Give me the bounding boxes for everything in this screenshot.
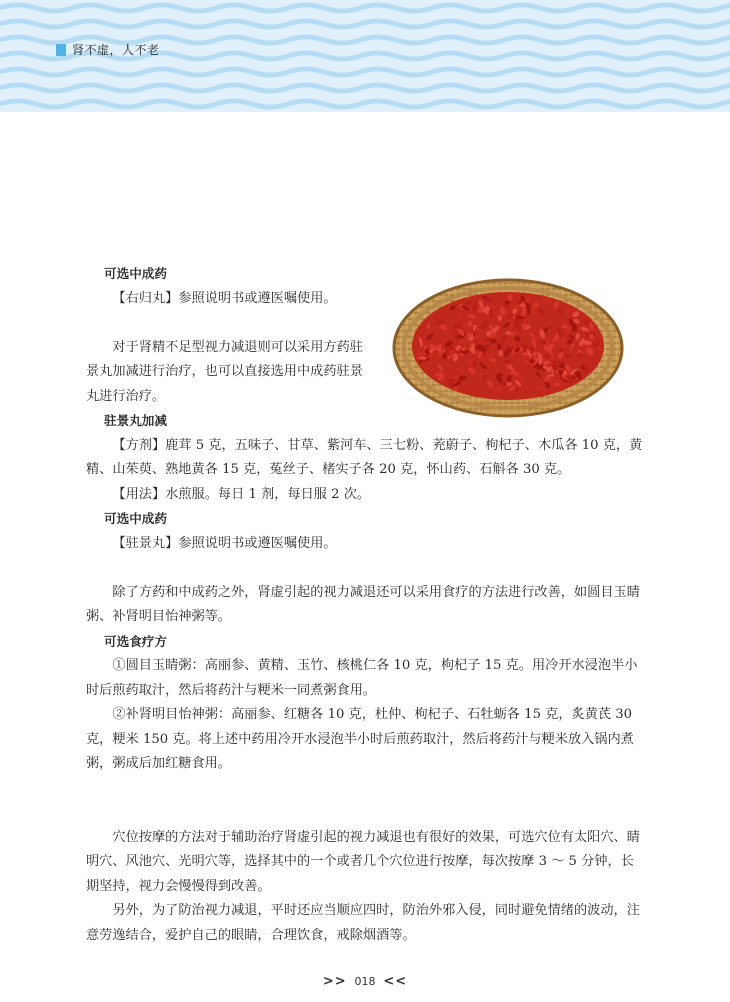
paragraph: 【方剂】鹿茸 5 克，五味子、甘草、紫河车、三七粉、茺蔚子、枸杞子、木瓜各 10 克，黄精、山茱萸、熟地黄各 15 克，菟丝子、楮实子各 20 克，怀山药、石斛各 30 克。 [86, 437, 643, 477]
section-heading: 可选中成药 [104, 511, 167, 526]
paragraph: ②补肾明目怡神粥：高丽参、红糖各 10 克，杜仲、枸杞子、石牡蛎各 15 克，炙黄芪 30 克，粳米 150 克。将上述中药用冷开水浸泡半小时后煎药取汁，然后将药汁与粳米放入锅内煮粥，粥成后加红糖食用。 [86, 707, 634, 771]
footer-left-arrow: >> [322, 974, 347, 989]
page-header [0, 0, 730, 112]
paragraph-gap [86, 556, 646, 581]
footer-right-arrow: << [383, 974, 408, 989]
paragraph-gap [86, 311, 646, 336]
page-footer [0, 974, 730, 989]
paragraph: 对于肾精不足型视力减退则可以采用方药驻景丸加减进行治疗，也可以直接选用中成药驻景丸进行治疗。 [86, 339, 363, 404]
paragraph: ①圆目玉睛粥：高丽参、黄精、玉竹、核桃仁各 10 克，枸杞子 15 克。用冷开水浸泡半小时后煎药取汁，然后将药汁与粳米一同煮粥食用。 [86, 658, 638, 698]
paragraph: 除了方药和中成药之外，肾虚引起的视力减退还可以采用食疗的方法进行改善，如圆目玉睛粥、补肾明目怡神粥等。 [86, 584, 640, 624]
paragraph-gap [86, 777, 646, 802]
paragraph: 穴位按摩的方法对于辅助治疗肾虚引起的视力减退也有很好的效果，可选穴位有太阳穴、睛明穴、风池穴、光明穴等，选择其中的一个或者几个穴位进行按摩，每次按摩 3 ～ 5 分钟，长期坚持，视力会慢慢得到改善。 [86, 829, 640, 894]
section-heading: 可选食疗方 [104, 633, 167, 649]
paragraph: 【驻景丸】参照说明书或遵医嘱使用。 [112, 535, 337, 551]
header-title: 肾不虚，人不老 [72, 43, 160, 57]
article-body [86, 262, 646, 948]
section-heading: 驻景丸加减 [104, 413, 167, 428]
header-marker [56, 44, 66, 56]
page-number: 018 [354, 975, 376, 988]
section-heading: 可选中成药 [104, 266, 167, 281]
paragraph: 【右归丸】参照说明书或遵医嘱使用。 [112, 290, 337, 306]
paragraph: 【用法】水煎服。每日 1 剂，每日服 2 次。 [112, 486, 371, 502]
paragraph: 另外，为了防治视力减退，平时还应当顺应四时，防治外邪入侵，同时避免情绪的波动，注意劳逸结合，爱护自己的眼睛，合理饮食，戒除烟酒等。 [86, 903, 640, 943]
paragraph-gap [86, 801, 646, 826]
